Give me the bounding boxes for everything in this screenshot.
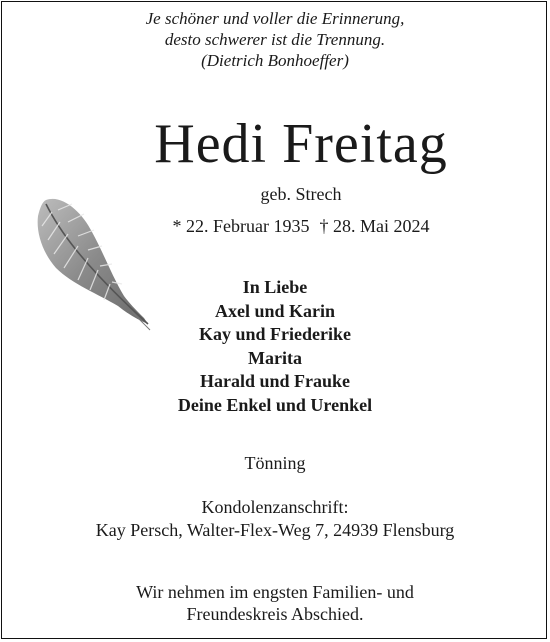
mourner-line: Marita (248, 347, 302, 368)
quote-attribution: (Dietrich Bonhoeffer) (201, 51, 349, 70)
closing-line-1: Wir nehmen im engsten Familien- und (136, 582, 414, 602)
life-dates (26, 215, 550, 237)
mourners-list (0, 276, 550, 417)
mourner-line: In Liebe (242, 277, 308, 297)
birth-date: * 22. Februar 1935 (172, 216, 310, 236)
mourner-line: Kay und Friederike (199, 324, 351, 344)
condolence-label: Kondolenzanschrift: (201, 497, 349, 517)
memorial-quote (0, 8, 550, 71)
mourner-line: Deine Enkel und Urenkel (177, 394, 373, 415)
place-name: Tönning (244, 453, 306, 473)
mourner-line: Harald und Frauke (199, 371, 351, 391)
condolence-address (0, 496, 550, 542)
closing-note (0, 581, 550, 625)
quote-line-1: Je schöner und voller die Erinnerung, (145, 9, 405, 28)
birth-name: geb. Strech (260, 184, 342, 204)
quote-line-2: desto schwerer ist die Trennung. (164, 30, 386, 49)
deceased-name: Hedi Freitag (154, 113, 448, 175)
closing-line-2: Freundeskreis Abschied. (186, 604, 364, 624)
condolence-address-line: Kay Persch, Walter-Flex-Weg 7, 24939 Flensburg (95, 520, 455, 540)
mourner-line: Axel und Karin (214, 300, 336, 321)
death-date: † 28. Mai 2024 (319, 216, 430, 236)
